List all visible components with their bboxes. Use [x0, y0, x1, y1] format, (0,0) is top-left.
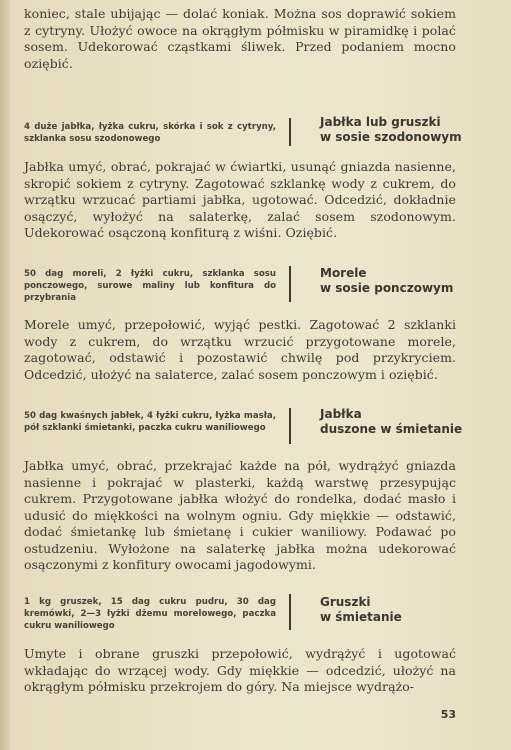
recipe-3-title-line1: Jabłka — [320, 407, 362, 421]
recipe-1-instructions: Jabłka umyć, obrać, pokrajać w ćwiartki, usunąć gniazda nasienne, skropić sokiem z cytryny. Zagotować szklankę wody z cukrem, do wrzątku wrzucać partiami jabłka, ugotować. Odcedzić, dokładnie osączyć, wyłożyć na salaterkę, zalać sosem szodonowym. Udekorować osączoną konfiturą z wiśni. Oziębić. — [24, 159, 456, 240]
recipe-4-ingredients: 1 kg gruszek, 15 dag cukru pudru, 30 dag kremówki, 2—3 łyżki dżemu morelowego, paczka cukru waniliowego — [24, 597, 276, 631]
recipe-2-ingredients: 50 dag moreli, 2 łyżki cukru, szklanka sosu ponczowego, surowe maliny lub konfitura do przybrania — [24, 269, 276, 303]
recipe-3-title — [320, 407, 462, 437]
recipe-2-title — [320, 266, 453, 296]
recipe-3-ingredients: 50 dag kwaśnych jabłek, 4 łyżki cukru, łyżka masła, pół szklanki śmietanki, paczka cukru waniliowego — [24, 411, 276, 433]
recipe-1-title-line1: Jabłka lub gruszki — [320, 115, 441, 129]
recipe-2-divider — [289, 266, 291, 302]
recipe-3-divider — [289, 408, 291, 444]
recipe-1-title-line2: w sosie szodonowym — [320, 130, 462, 144]
recipe-3-title-line2: duszone w śmietanie — [320, 422, 463, 436]
recipe-3-instructions: Jabłka umyć, obrać, przekrajać każde na pół, wydrążyć gniazda nasienne i pokrajać w plasterki, każdą warstwę przesypując cukrem. Przygotowane jabłka włożyć do rondelka, dodać masło i udusić do miękkości na wolnym ogniu. Gdy miękkie — odstawić, dodać śmietankę lub śmietanę i cukier waniliowy. Podawać po ostudzeniu. Wyłożone na salaterkę jabłka można udekorować osączonymi z konfitury owocami jagodowymi. — [24, 458, 456, 572]
recipe-4-title-line1: Gruszki — [320, 595, 371, 609]
recipe-2-title-line1: Morele — [320, 266, 367, 280]
recipe-4-instructions: Umyte i obrane gruszki przepołowić, wydrążyć i ugotować wkładając do wrzącej wody. Gdy miękkie — odcedzić, ułożyć na okrągłym półmisku przekrojem do góry. Na miejsce wydrążo- — [24, 646, 456, 694]
recipe-4-divider — [289, 594, 291, 630]
recipe-4-title — [320, 595, 402, 625]
page-binding-edge — [0, 0, 10, 750]
recipe-4-title-line2: w śmietanie — [320, 610, 402, 624]
recipe-2-instructions: Morele umyć, przepołowić, wyjąć pestki. Zagotować 2 szklanki wody z cukrem, do wrzątku wrzucić przygotowane morele, zagotować, odstawić i pozostawić chwilę pod przykryciem. Odcedzić, ułożyć na salaterce, zalać sosem ponczowym i oziębić. — [24, 317, 456, 382]
recipe-2-title-line2: w sosie ponczowym — [320, 281, 454, 295]
recipe-1-ingredients: 4 duże jabłka, łyżka cukru, skórka i sok z cytryny, szklanka sosu szodonowego — [24, 122, 276, 144]
page-number: 53 — [440, 708, 456, 721]
recipe-1-title — [320, 115, 462, 145]
intro-paragraph: koniec, stale ubijając — dolać koniak. Można sos doprawić sokiem z cytryny. Ułożyć owoce na okrągłym półmisku w piramidkę i polać sosem. Udekorować cząstkami śliwek. Przed podaniem mocno oziębić. — [24, 6, 456, 71]
recipe-1-divider — [289, 118, 291, 146]
